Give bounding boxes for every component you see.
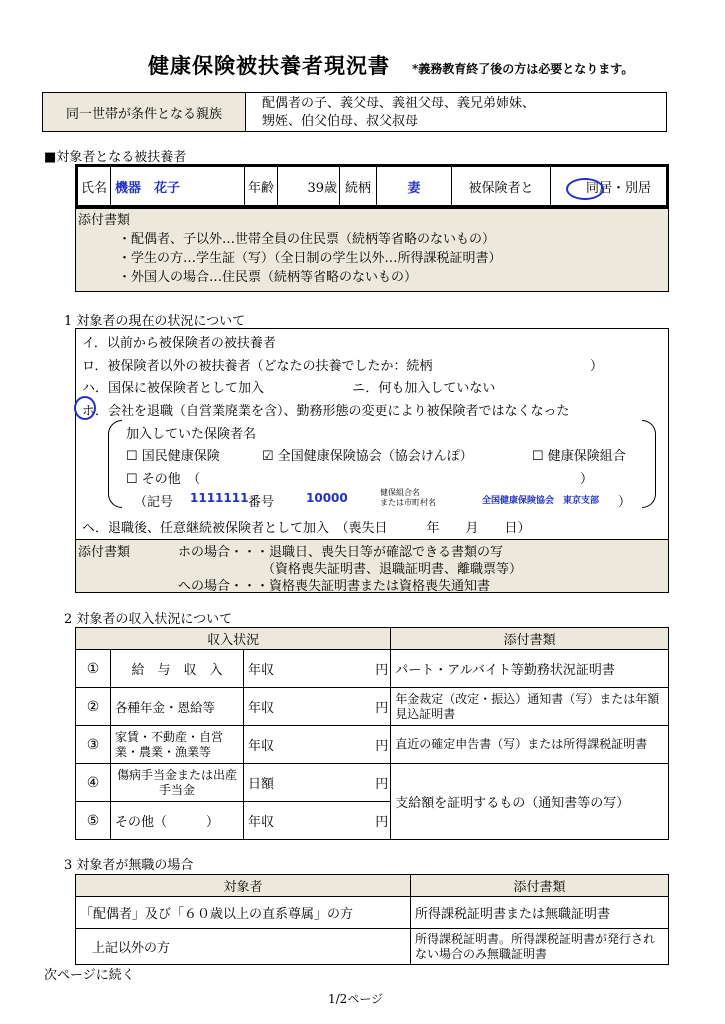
insurer-close: ） bbox=[618, 495, 632, 510]
income-unit: 円 bbox=[375, 815, 389, 830]
income-amount-cell[interactable] bbox=[244, 650, 391, 688]
checkbox-kokuho[interactable]: ☐ 国民健康保険 bbox=[126, 449, 220, 464]
insurer-name-value[interactable]: 全国健康保険協会 東京支部 bbox=[482, 496, 600, 506]
checkbox-kyokai[interactable]: ☑ 全国健康保険協会（協会けんぽ） bbox=[262, 449, 473, 464]
section1-attach-label: 添付書類 bbox=[78, 545, 131, 560]
option-ho-selected-circle bbox=[74, 396, 96, 420]
section1-heading: 1 対象者の現在の状況について bbox=[64, 314, 246, 329]
dependent-attach-label: 添付書類 bbox=[78, 213, 131, 228]
insured-label: 被保険者と bbox=[452, 167, 551, 205]
income-period: 年収 bbox=[248, 815, 275, 830]
doc-cell: 所得課税証明書または無職証明書 bbox=[411, 897, 669, 929]
household-line2: 甥姪、伯父伯母、叔父叔母 bbox=[262, 114, 419, 129]
age-label: 年齢 bbox=[245, 167, 278, 205]
table-row bbox=[76, 897, 669, 929]
bango-value[interactable]: 10000 bbox=[306, 491, 348, 505]
section2-heading: 2 対象者の収入状況について bbox=[64, 612, 233, 627]
insurer-bracket-right bbox=[642, 420, 656, 508]
page-title: 健康保険被扶養者現況書 bbox=[148, 53, 390, 78]
other-close: ） bbox=[580, 472, 594, 487]
row-number: ① bbox=[76, 650, 111, 688]
income-unit: 円 bbox=[375, 663, 389, 678]
target-col-header: 対象者 bbox=[76, 875, 411, 897]
dependent-attach-item: ・外国人の場合…住民票（続柄等省略のないもの） bbox=[118, 270, 418, 285]
income-unit: 円 bbox=[375, 739, 389, 754]
attach-ho-line1: ホの場合・・・退職日、喪失日等が確認できる書類の写 bbox=[178, 545, 504, 560]
income-doc: パート・アルバイト等勤務状況証明書 bbox=[391, 650, 669, 688]
row-number: ② bbox=[76, 688, 111, 726]
income-period: 年収 bbox=[248, 739, 275, 754]
dependent-attach-item: ・配偶者、子以外…世帯全員の住民票（続柄等省略のないもの） bbox=[118, 232, 496, 247]
option-ni[interactable]: ニ．何も加入していない bbox=[352, 381, 496, 396]
title-note: *義務教育終了後の方は必要となります。 bbox=[412, 62, 634, 76]
bango-label: 番号 bbox=[248, 495, 275, 510]
unemployed-table bbox=[75, 874, 669, 965]
continue-note: 次ページに続く bbox=[44, 968, 135, 983]
kigo-value[interactable]: 1111111 bbox=[190, 491, 249, 505]
checkbox-other[interactable]: ☐ その他 （ bbox=[126, 472, 201, 487]
household-label-cell bbox=[42, 92, 246, 132]
option-ro[interactable]: ロ．被保険者以外の被扶養者（どなたの扶養でしたか：続柄 bbox=[82, 359, 433, 374]
income-doc: 年金裁定（改定・振込）通知書（写）または年額見込証明書 bbox=[391, 688, 669, 726]
prev-insurer-label: 加入していた保険者名 bbox=[126, 427, 257, 442]
cohabit-selected-circle bbox=[566, 178, 604, 200]
row-number: ③ bbox=[76, 726, 111, 764]
insurer-note-line1: 健保組合名 bbox=[380, 488, 420, 497]
table-row bbox=[76, 764, 669, 802]
insurer-bracket-left bbox=[108, 420, 122, 508]
row-number: ⑤ bbox=[76, 802, 111, 840]
income-unit: 円 bbox=[375, 777, 389, 792]
dependent-heading: ■対象者となる被扶養者 bbox=[44, 150, 187, 165]
option-ho[interactable]: ホ．会社を退職（自営業廃業を含）、勤務形態の変更により被保険者ではなくなった bbox=[82, 404, 570, 419]
cohabit-choice[interactable]: 同居・別居 bbox=[585, 180, 651, 196]
checkbox-kumiai[interactable]: ☐ 健康保険組合 bbox=[532, 449, 626, 464]
insurer-note bbox=[380, 488, 436, 508]
relation-label: 続柄 bbox=[340, 167, 377, 205]
table-row bbox=[76, 650, 669, 688]
income-period: 年収 bbox=[248, 663, 275, 678]
kigo-label: （記号 bbox=[134, 495, 174, 510]
target-cell: 「配偶者」及び「６０歳以上の直系尊属」の方 bbox=[76, 897, 411, 929]
income-amount-cell[interactable] bbox=[244, 726, 391, 764]
option-ro-close: ） bbox=[590, 359, 604, 374]
name-value[interactable]: 機器 花子 bbox=[111, 167, 245, 205]
household-label: 同一世帯が条件となる親族 bbox=[65, 106, 222, 122]
attach-ho-line2: （資格喪失証明書、退職証明書、離職票等） bbox=[262, 562, 523, 577]
age-value[interactable]: 39歳 bbox=[278, 167, 340, 205]
option-he[interactable]: ヘ．退職後、任意継続被保険者として加入 （喪失日 年 月 日） bbox=[82, 521, 531, 536]
attach-he: への場合・・・資格喪失証明書または資格喪失通知書 bbox=[178, 579, 491, 594]
table-row bbox=[76, 688, 669, 726]
docs-col-header: 添付書類 bbox=[411, 875, 669, 897]
income-unit: 円 bbox=[375, 701, 389, 716]
page-number: 1/2ページ bbox=[328, 992, 384, 1006]
docs-col-header: 添付書類 bbox=[391, 628, 669, 650]
income-period: 年収 bbox=[248, 701, 275, 716]
income-amount-cell[interactable] bbox=[244, 802, 391, 840]
doc-cell: 所得課税証明書。所得課税証明書が発行されない場合のみ無職証明書 bbox=[411, 929, 669, 965]
name-label: 氏名 bbox=[78, 167, 111, 205]
income-type: 給 与 収 入 bbox=[111, 650, 244, 688]
income-type: 家賃・不動産・自営業・農業・漁業等 bbox=[111, 726, 244, 764]
relation-value[interactable]: 妻 bbox=[377, 167, 452, 205]
dependent-attachments bbox=[75, 208, 669, 292]
insurer-note-line2: または市町村名 bbox=[380, 498, 436, 507]
income-doc: 支給額を証明するもの（通知書等の写） bbox=[391, 764, 669, 840]
income-period: 日額 bbox=[248, 777, 275, 792]
household-values-cell bbox=[245, 92, 667, 132]
income-type: 各種年金・恩給等 bbox=[111, 688, 244, 726]
income-type: その他（ ） bbox=[111, 802, 244, 840]
household-line1: 配偶者の子、義父母、義祖父母、義兄弟姉妹、 bbox=[262, 96, 536, 111]
table-row bbox=[76, 726, 669, 764]
target-cell: 上記以外の方 bbox=[76, 929, 411, 965]
option-ha[interactable]: ハ．国保に被保険者として加入 bbox=[82, 381, 265, 396]
income-amount-cell[interactable] bbox=[244, 764, 391, 802]
table-row bbox=[76, 929, 669, 965]
section3-heading: 3 対象者が無職の場合 bbox=[64, 858, 194, 873]
income-col-header: 収入状況 bbox=[76, 628, 391, 650]
dependent-attach-item: ・学生の方…学生証（写）（全日制の学生以外…所得課税証明書） bbox=[118, 251, 502, 266]
income-type: 傷病手当金または出産手当金 bbox=[111, 764, 244, 802]
income-amount-cell[interactable] bbox=[244, 688, 391, 726]
income-table bbox=[75, 627, 669, 840]
row-number: ④ bbox=[76, 764, 111, 802]
income-doc: 直近の確定申告書（写）または所得課税証明書 bbox=[391, 726, 669, 764]
option-i[interactable]: イ．以前から被保険者の被扶養者 bbox=[82, 336, 276, 351]
